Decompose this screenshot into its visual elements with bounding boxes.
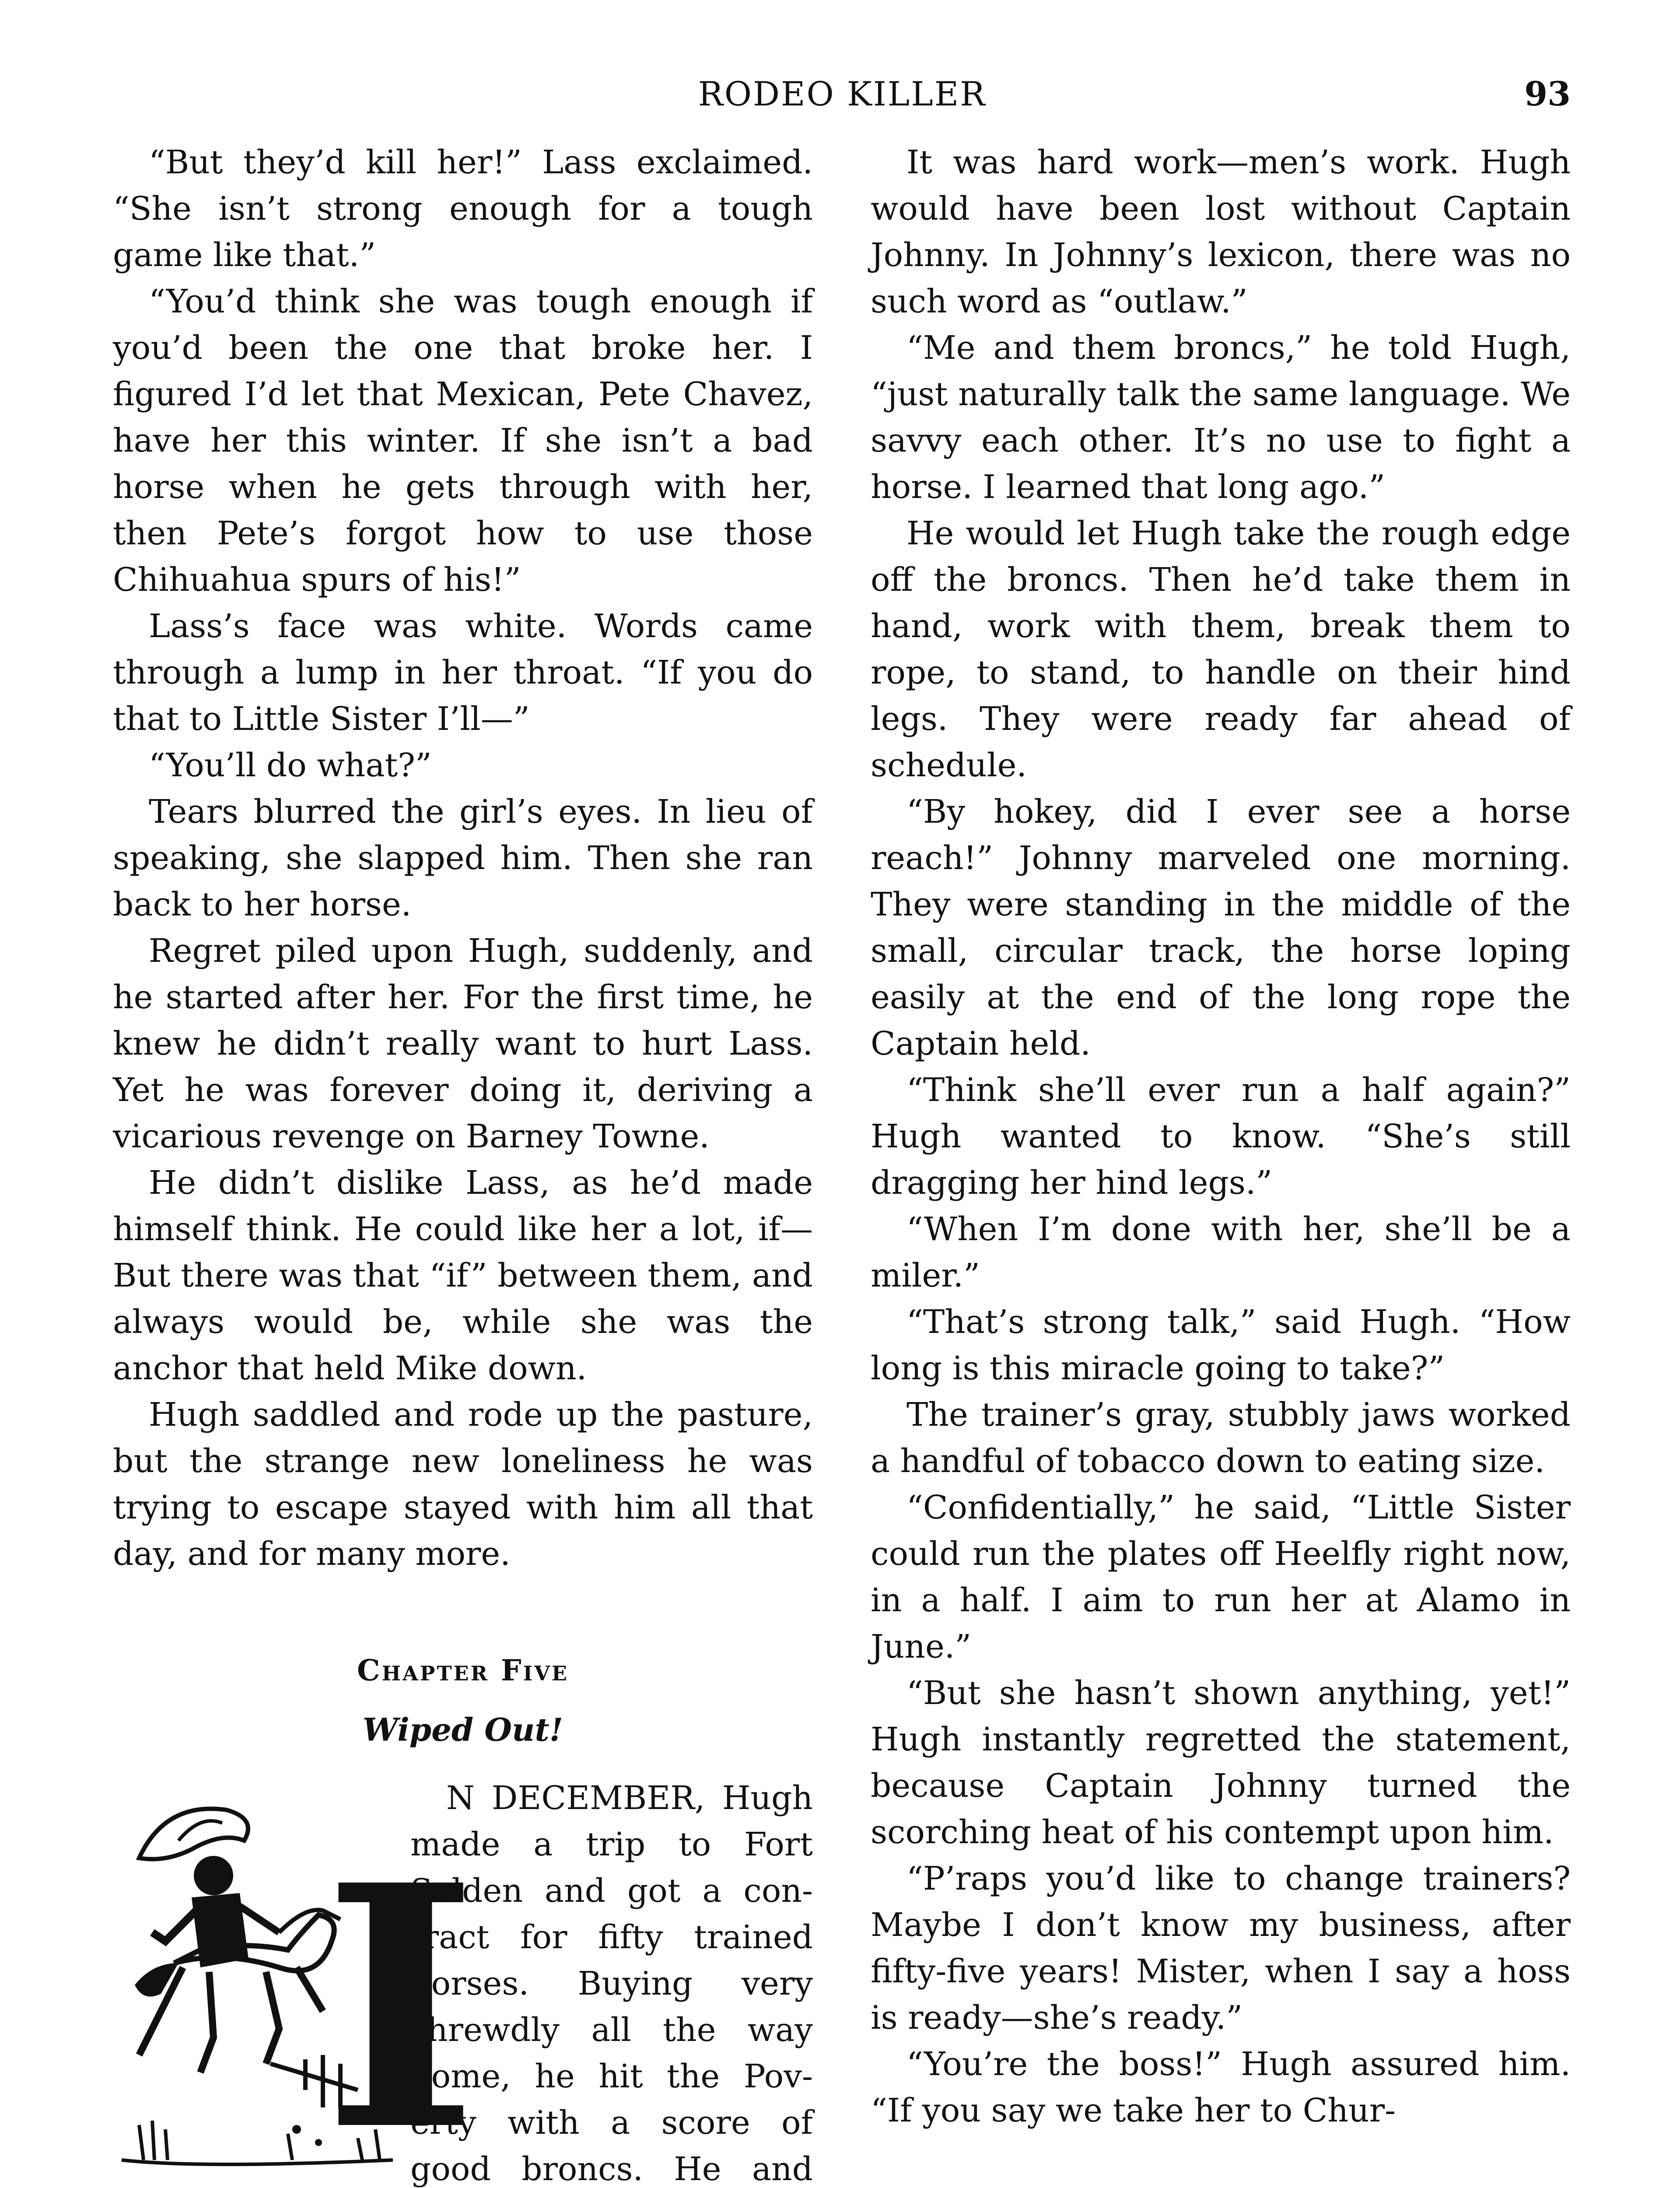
- chapter-opening-text: N DECEMBER, Hugh made a trip to Fort Selden and got a contract for fifty trained horses. Buying very shrewdly all the way home, he hit the Poverty with a score of good broncs. He and: [410, 1779, 813, 2188]
- paragraph: “But they’d kill her!” Lass exclaimed. “She isn’t strong enough for a tough game like that.”: [113, 144, 813, 274]
- drop-cap-illustration: [113, 1775, 479, 2188]
- paragraph: “You’re the boss!” Hugh assured him. “If you say we take her to Chur-: [871, 2045, 1571, 2129]
- right-column: [871, 139, 1571, 2134]
- chapter-subtitle: Wiped Out!: [362, 1711, 564, 1748]
- paragraph: Hugh saddled and rode up the pasture, but the strange new loneliness he was trying to escape stayed with him all that day, and for many more.: [113, 1396, 813, 1573]
- paragraph: “You’ll do what?”: [149, 747, 432, 784]
- paragraph: Tears blurred the girl’s eyes. In lieu of speaking, she slapped him. Then she ran back to her horse.: [113, 793, 813, 923]
- chapter-opening: [113, 1775, 813, 2188]
- paragraph: It was hard work—men’s work. Hugh would have been lost without Captain Johnny. In Johnny’s lexicon, there was no such word as “outlaw.”: [871, 144, 1571, 320]
- paragraph: “Confidentially,” he said, “Little Sister could run the plates off Heelfly right now, in a half. I aim to run her at Alamo in June.”: [871, 1489, 1571, 1666]
- paragraph: Lass’s face was white. Words came through a lump in her throat. “If you do that to Little Sister I’ll—”: [113, 607, 813, 738]
- paragraph: “You’d think she was tough enough if you’d been the one that broke her. I figured I’d let that Mexican, Pete Chavez, have her this winter. If she isn’t a bad horse when he gets through with her, then Pete’s forgot how to use those Chihuahua spurs of his!”: [113, 283, 813, 599]
- paragraph: He would let Hugh take the rough edge off the broncs. Then he’d take them in hand, work with them, break them to rope, to stand, to handle on their hind legs. They were ready far ahead of schedule.: [871, 515, 1571, 784]
- cowboy-on-horse-illustration: [113, 1775, 479, 2188]
- page-number: 93: [1524, 74, 1571, 113]
- paragraph: “Think she’ll ever run a half again?” Hugh wanted to know. “She’s still dragging her hind legs.”: [871, 1071, 1571, 1202]
- running-title: RODEO KILLER: [698, 74, 987, 113]
- drop-cap-letter: I: [323, 1813, 479, 2188]
- page-header: [114, 66, 1571, 123]
- paragraph: “But she hasn’t shown anything, yet!” Hugh instantly regretted the statement, because Captain Johnny turned the scorching heat of his contempt upon him.: [871, 1674, 1571, 1851]
- paragraph: Regret piled upon Hugh, suddenly, and he started after her. For the first time, he knew he didn’t really want to hurt Lass. Yet he was forever doing it, deriving a vicarious revenge on Barney Towne.: [113, 932, 813, 1155]
- chapter-title: Chapter Five: [357, 1653, 569, 1687]
- paragraph: “When I’m done with her, she’ll be a miler.”: [871, 1210, 1571, 1294]
- paragraph: He didn’t dislike Lass, as he’d made himself think. He could like her a lot, if— But there was that “if” between them, and always would be, while she was the anchor that held Mike down.: [113, 1164, 813, 1387]
- paragraph: The trainer’s gray, stubbly jaws worked a handful of tobacco down to eating size.: [871, 1396, 1571, 1480]
- left-column: [113, 139, 813, 2188]
- paragraph: “That’s strong talk,” said Hugh. “How long is this miracle going to take?”: [871, 1303, 1571, 1387]
- paragraph: “P’raps you’d like to change trainers? Maybe I don’t know my business, after fifty-five years! Mister, when I say a hoss is ready—she’s ready.”: [871, 1860, 1571, 2037]
- paragraph: “By hokey, did I ever see a horse reach!” Johnny marveled one morning. They were standing in the middle of the small, circular track, the horse loping easily at the end of the long rope the Captain held.: [871, 793, 1571, 1062]
- paragraph: “Me and them broncs,” he told Hugh, “just naturally talk the same language. We savvy each other. It’s no use to fight a horse. I learned that long ago.”: [871, 329, 1571, 506]
